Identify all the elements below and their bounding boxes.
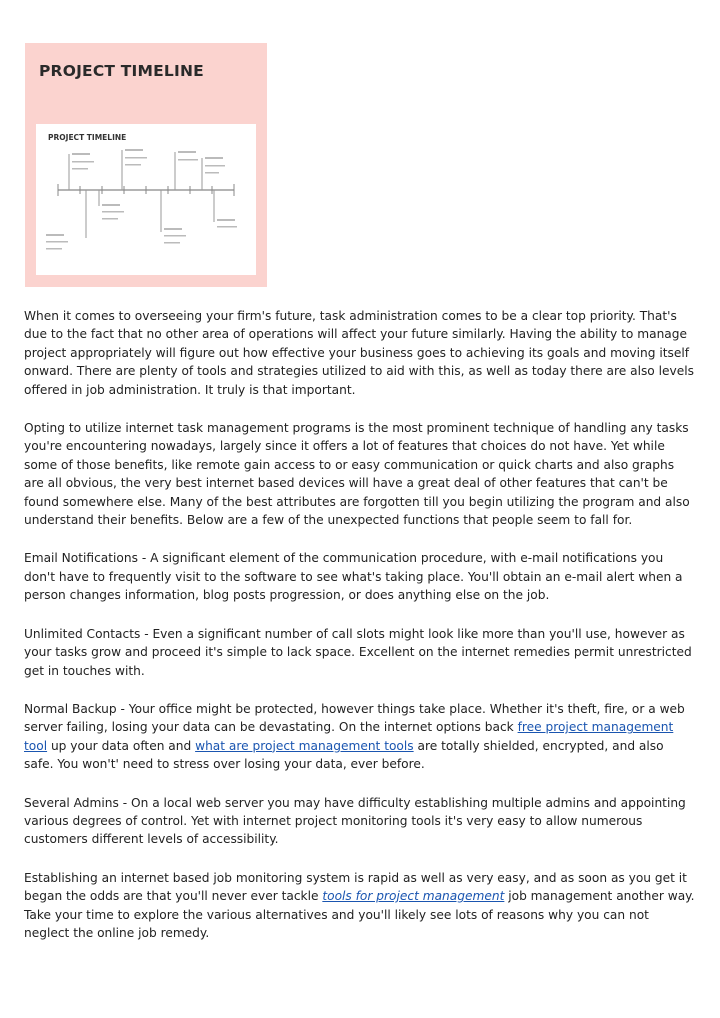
milestone-connectors-down bbox=[86, 190, 214, 238]
paragraph-normal-backup bbox=[24, 700, 696, 774]
backup-text-middle: up your data often and bbox=[47, 738, 196, 753]
paragraph-online-tools: Opting to utilize internet task management programs is the most prominent technique of handling any tasks you're encountering nowadays, largely since it offers a lot of features that choices do not have. Yet while some of those benefits, like remote gain access to or easy communication or quick charts and also graphs are all obvious, the very best internet based devices will have a great deal of other features that can't be found somewhere else. Many of the best attributes are forgotten till you begin utilizing the program and also understand their benefits. Below are a few of the unexpected functions that people seem to fall for. bbox=[24, 421, 690, 528]
backup-text-after: are totally shielded, encrypted, and also safe. You won't' need to stress over losing your data, ever before. bbox=[24, 738, 664, 772]
backup-text-before: Normal Backup - Your office might be protected, however things take place. Whether it's theft, fire, or a web server failing, losing your data can be devastating. On the internet options back bbox=[24, 701, 685, 735]
paragraph-several-admins: Several Admins - On a local web server you may have difficulty establishing multiple admins and appointing various degrees of control. Yet with internet project monitoring tools it's very easy to allow numerous customers different levels of accessibility. bbox=[24, 795, 686, 847]
timeline-card bbox=[36, 124, 256, 275]
paragraph-intro: When it comes to overseeing your firm's future, task administration comes to be a clear top priority. That's due to the fact that no other area of operations will affect your future similarly. Having the ability to manage project appropriately will figure out how effective your business goes to achieving its goals and moving itself onward. There are plenty of tools and strategies utilized to aid with this, as well as today there are also levels offered in job administration. It truly is that important. bbox=[24, 309, 694, 397]
hero-image bbox=[25, 43, 267, 287]
tools-for-project-management-link[interactable]: tools for project management bbox=[322, 889, 505, 904]
milestone-connectors-up bbox=[69, 150, 202, 190]
hero-title: PROJECT TIMELINE bbox=[39, 62, 204, 80]
what-are-project-management-tools-link[interactable]: what are project management tools bbox=[195, 738, 414, 753]
free-project-management-tool-link[interactable]: free project management tool bbox=[24, 720, 674, 753]
paragraph-email-notifications: Email Notifications - A significant element of the communication procedure, with e-mail notifications you don't have to frequently visit to the software to see what's taking place. You'll obtain an e-mail alert when a person changes information, blog posts progression, or does anything else on the job. bbox=[24, 551, 683, 603]
milestone-labels-down bbox=[46, 204, 237, 250]
timeline-illustration bbox=[36, 124, 256, 275]
article-body bbox=[24, 307, 696, 962]
conclusion-text-after: job management another way. Take your time to explore the various alternatives and you'll likely see lots of reasons why you can not neglect the online job remedy. bbox=[24, 889, 695, 940]
paragraph-unlimited-contacts: Unlimited Contacts - Even a significant number of call slots might look like more than you'll use, however as your tasks grow and proceed it's simple to lack space. Excellent on the internet remedies permit unrestricted get in touches with. bbox=[24, 626, 692, 678]
card-title: PROJECT TIMELINE bbox=[48, 133, 127, 142]
paragraph-conclusion bbox=[24, 869, 696, 943]
conclusion-text-before: Establishing an internet based job monitoring system is rapid as well as very easy, and as soon as you get it began the odds are that you'll never ever tackle bbox=[24, 870, 687, 904]
